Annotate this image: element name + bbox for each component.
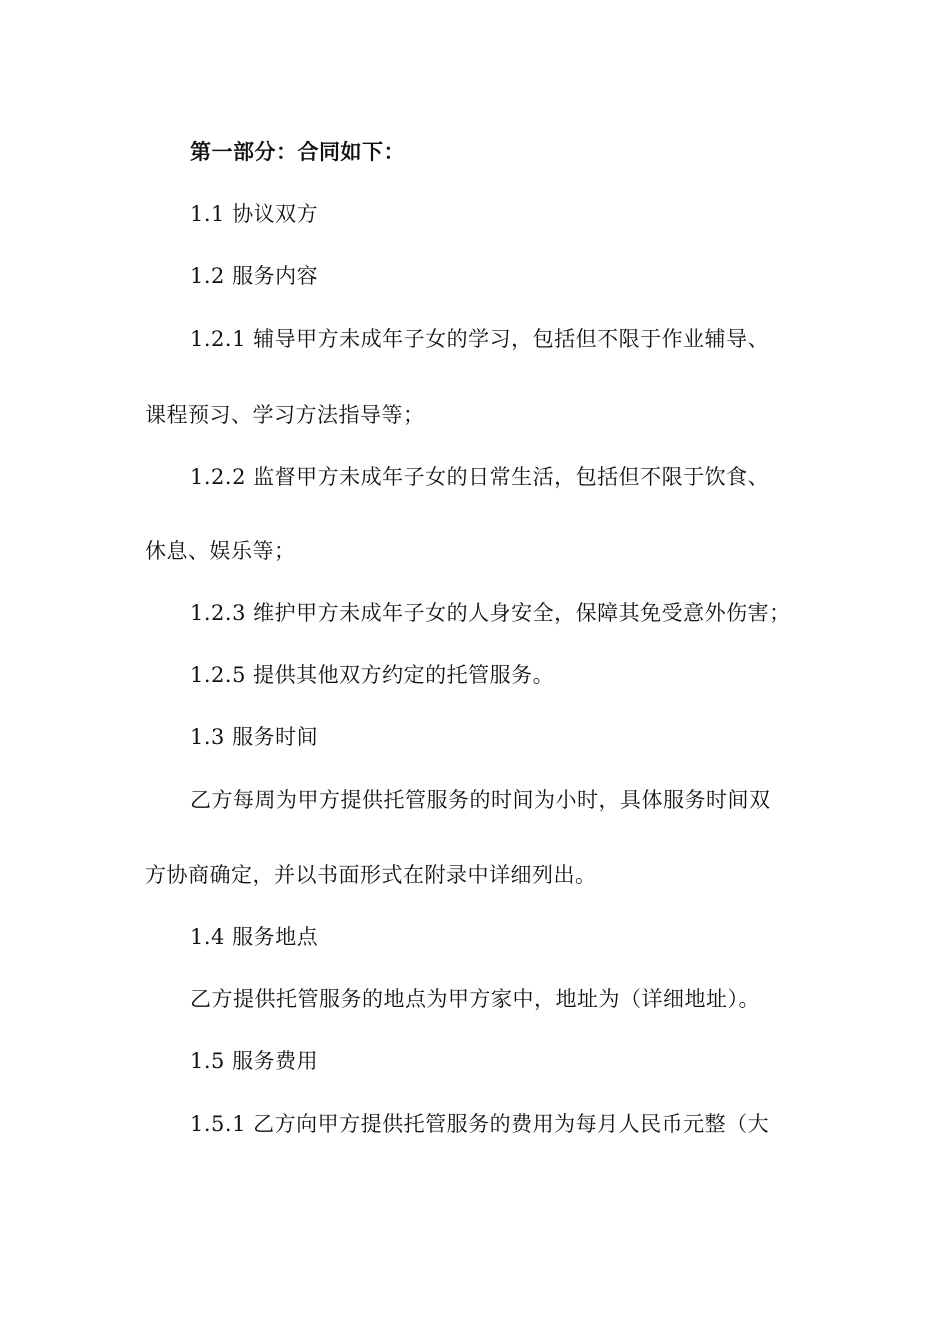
clause-1-5-1: 1.5.1 乙方向甲方提供托管服务的费用为每月人民币元整（大 (190, 1112, 770, 1136)
clause-1-4-body: 乙方提供托管服务的地点为甲方家中，地址为（详细地址）。 (190, 987, 760, 1011)
clause-1-4: 1.4 服务地点 (190, 925, 319, 949)
clause-1-3: 1.3 服务时间 (190, 725, 319, 749)
clause-1-2-3: 1.2.3 维护甲方未成年子女的人身安全，保障其免受意外伤害； (190, 601, 791, 625)
section-title: 第一部分：合同如下： (190, 140, 405, 164)
clause-1-2-5: 1.2.5 提供其他双方约定的托管服务。 (190, 663, 555, 687)
clause-1-2-2-line2: 休息、娱乐等； (145, 539, 296, 563)
clause-1-2-1-line2: 课程预习、学习方法指导等； (145, 403, 425, 427)
clause-1-2-2-line1: 1.2.2 监督甲方未成年子女的日常生活，包括但不限于饮食、 (190, 465, 770, 489)
clause-1-3-body-line2: 方协商确定，并以书面形式在附录中详细列出。 (145, 863, 597, 887)
clause-1-5: 1.5 服务费用 (190, 1049, 319, 1073)
clause-1-3-body-line1: 乙方每周为甲方提供托管服务的时间为小时，具体服务时间双 (190, 788, 771, 812)
clause-1-1: 1.1 协议双方 (190, 202, 319, 226)
clause-1-2-1-line1: 1.2.1 辅导甲方未成年子女的学习，包括但不限于作业辅导、 (190, 327, 770, 351)
clause-1-2: 1.2 服务内容 (190, 264, 319, 288)
